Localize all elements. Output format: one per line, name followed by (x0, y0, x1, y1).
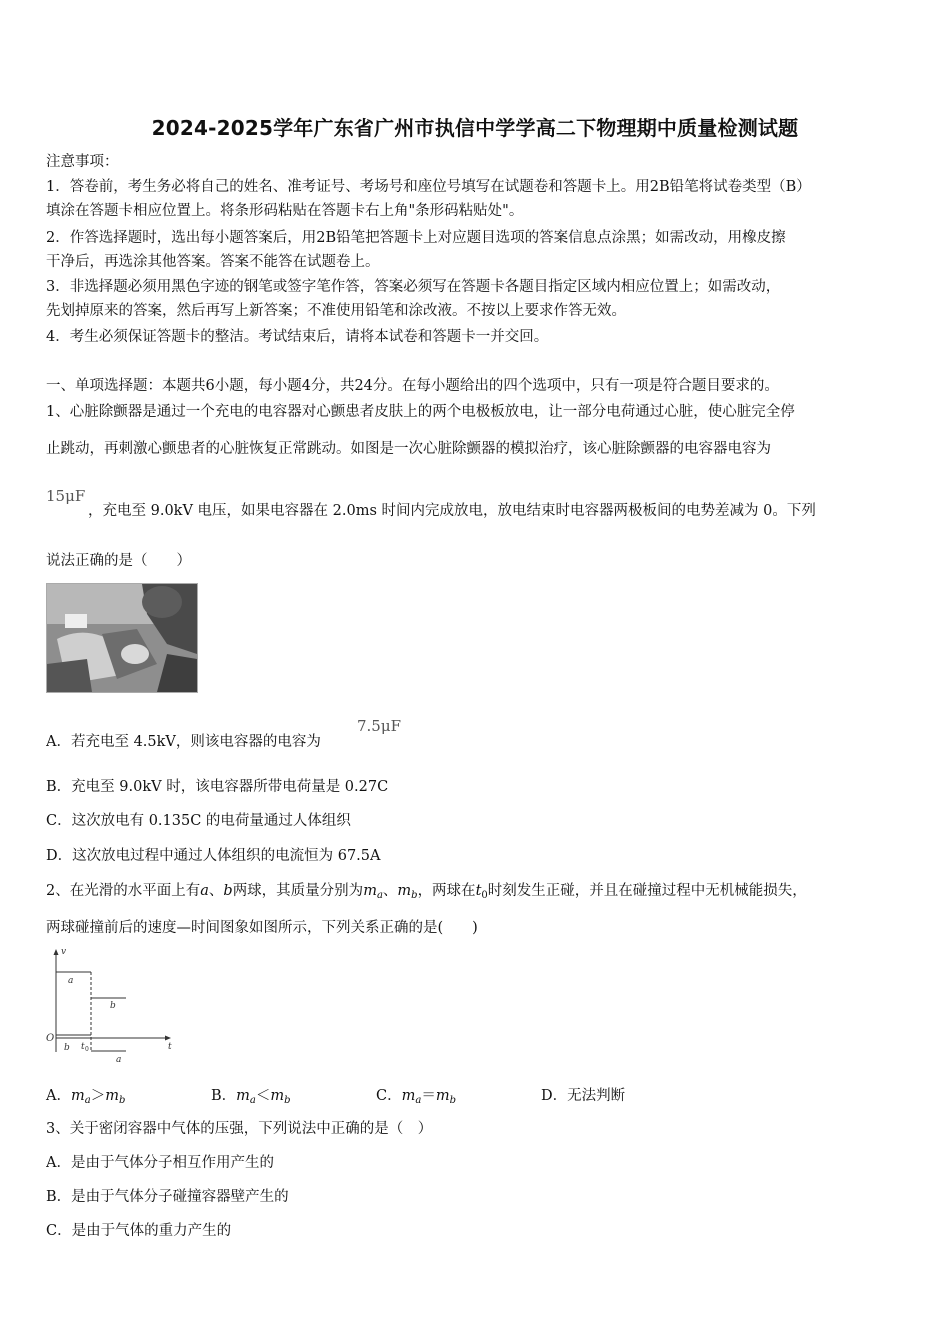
notice-line-2: 填涂在答题卡相应位置上。将条形码粘贴在答题卡右上角"条形码粘贴处"。 (46, 203, 524, 219)
q2-option-c-m2: m (435, 1088, 450, 1104)
q2-text-5: ，两球在 (417, 883, 476, 899)
q2-option-c-sub1: a (415, 1095, 422, 1106)
notice-line-4: 干净后，再选涂其他答案。答案不能答在试题卷上。 (46, 254, 380, 270)
q2-option-b (211, 1084, 291, 1106)
graph-label-a-before: a (68, 976, 74, 986)
q3-option-a: A．是由于气体分子相互作用产生的 (46, 1155, 274, 1171)
q2-sym-b: b (223, 883, 233, 899)
defibrillator-photo (46, 583, 198, 693)
exam-title: 2024-2025学年广东省广州市执信中学学高二下物理期中质量检测试题 (151, 116, 799, 140)
q2-option-c-sub2: b (449, 1095, 456, 1106)
q2-stem-line-2: 两球碰撞前后的速度—时间图象如图所示，下列关系正确的是( ) (46, 920, 478, 936)
q2-text-4: 、 (382, 883, 398, 899)
q2-option-d: D．无法判断 (541, 1088, 626, 1104)
graph-label-b-after: b (110, 1001, 116, 1011)
notice-line-6: 先划掉原来的答案，然后再写上新答案；不准使用铅笔和涂改液。不按以上要求作答无效。 (46, 303, 626, 319)
q2-option-b-m2: m (270, 1088, 285, 1104)
graph-label-v: v (61, 947, 67, 957)
q2-option-c (376, 1084, 456, 1106)
q2-option-a (46, 1084, 125, 1106)
q1-stem-line-2: 止跳动，再刺激心颤患者的心脏恢复正常跳动。如图是一次心脏除颤器的模拟治疗，该心脏除颤器的电容器电容为 (46, 441, 771, 457)
graph-label-b-before: b (64, 1043, 70, 1053)
q2-text-3: 两球，其质量分别为 (232, 883, 364, 899)
q2-option-b-label: B． (211, 1088, 237, 1104)
q2-option-c-label: C． (376, 1088, 402, 1104)
notice-line-1: 1．答卷前，考生务必将自己的姓名、准考证号、考场号和座位号填写在试题卷和答题卡上。用2B铅笔将试卷类型（B） (46, 179, 811, 195)
q2-sub-b: b (411, 890, 418, 901)
q2-option-a-m2: m (105, 1088, 119, 1104)
velocity-time-graph-svg (44, 946, 176, 1064)
q2-option-a-m1: m (70, 1088, 85, 1104)
q1-option-a-formula: 7.5μF (357, 717, 402, 735)
notice-line-5: 3．非选择题必须用黑色字迹的钢笔或签字笔作答，答案必须写在答题卡各题目指定区域内相应位置上；如需改动， (46, 279, 781, 295)
q3-stem: 3、关于密闭容器中气体的压强，下列说法中正确的是（ ） (46, 1121, 433, 1137)
velocity-time-graph (44, 946, 176, 1064)
q2-text-1: 2、在光滑的水平面上有 (46, 883, 201, 899)
q2-option-a-sub2: b (118, 1095, 126, 1106)
q2-sym-t: t (475, 883, 482, 899)
q2-sym-m-b: m (397, 883, 412, 899)
graph-label-t: t (168, 1042, 172, 1052)
q2-text-6: 时刻发生正碰，并且在碰撞过程中无机械能损失， (487, 883, 807, 899)
q1-stem-line-3: ，充电至 9.0kV 电压，如果电容器在 2.0ms 时间内完成放电，放电结束时电容器两极板间的电势差减为 0。下列 (88, 503, 816, 519)
q2-sym-m-a: m (363, 883, 377, 899)
q1-stem-line-1: 1、心脏除颤器是通过一个充电的电容器对心颤患者皮肤上的两个电极板放电，让一部分电荷通过心脏，使心脏完全停 (46, 404, 795, 420)
q2-option-a-label: A． (46, 1088, 71, 1104)
q2-text-2: 、 (208, 883, 224, 899)
notice-heading: 注意事项： (46, 154, 119, 170)
q1-option-c: C．这次放电有 0.135C 的电荷量通过人体组织 (46, 813, 351, 829)
q2-stem-line-1 (46, 881, 912, 906)
v-axis-arrow (54, 949, 59, 955)
q3-option-b: B．是由于气体分子碰撞容器壁产生的 (46, 1189, 289, 1205)
q3-option-c: C．是由于气体的重力产生的 (46, 1223, 232, 1239)
q2-option-c-m1: m (401, 1088, 416, 1104)
notice-line-7: 4．考生必须保证答题卡的整洁。考试结束后，请将本试卷和答题卡一并交回。 (46, 329, 549, 345)
q1-option-d: D．这次放电过程中通过人体组织的电流恒为 67.5A (46, 848, 381, 864)
q2-option-a-sub1: a (84, 1095, 91, 1106)
q2-sub-a: a (376, 890, 383, 901)
q1-option-a-text: A．若充电至 4.5kV，则该电容器的电容为 (46, 734, 321, 750)
q2-option-b-relation: ＜ (255, 1088, 271, 1104)
q1-stem-line-4: 说法正确的是（ ） (46, 553, 191, 569)
q2-sub-0: 0 (481, 890, 488, 901)
notice-line-3: 2．作答选择题时，选出每小题答案后，用2B铅笔把答题卡上对应题目选项的答案信息点涂黑；如需改动，用橡皮擦 (46, 230, 786, 246)
q1-option-b: B．充电至 9.0kV 时，该电容器所带电荷量是 0.27C (46, 779, 389, 795)
q2-option-b-sub2: b (284, 1095, 291, 1106)
defibrillator-photo-drawing (47, 584, 197, 692)
q2-sym-a: a (200, 883, 209, 899)
q2-option-a-relation: ＞ (90, 1088, 106, 1104)
q2-option-c-relation: ＝ (421, 1088, 436, 1104)
t-axis-arrow (165, 1036, 171, 1041)
section-1-heading: 一、单项选择题：本题共6小题，每小题4分，共24分。在每小题给出的四个选项中，只有一项是符合题目要求的。 (46, 378, 779, 394)
graph-label-t0: t (81, 1042, 85, 1052)
graph-label-t0-sub: 0 (85, 1046, 89, 1053)
graph-label-a-after: a (116, 1055, 122, 1064)
q2-option-b-sub1: a (249, 1095, 256, 1106)
q1-capacitance-formula: 15μF (46, 487, 86, 505)
graph-label-origin: O (46, 1033, 55, 1044)
q2-option-b-m1: m (236, 1088, 250, 1104)
